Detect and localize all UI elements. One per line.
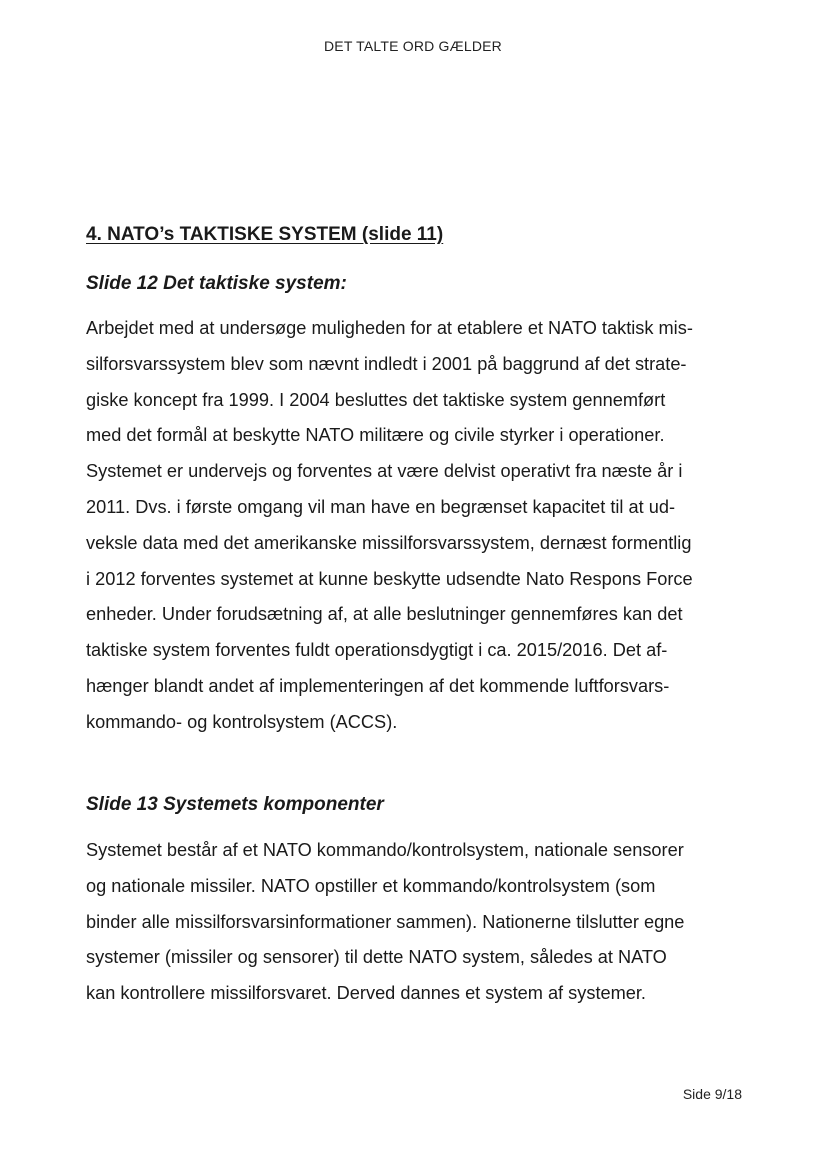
page-header: DET TALTE ORD GÆLDER	[324, 38, 502, 54]
paragraph-line: kan kontrollere missilforsvaret. Derved dannes et system af systemer.	[86, 983, 646, 1004]
slide-13-paragraph	[86, 833, 746, 1012]
paragraph-line: Systemet er undervejs og forventes at være delvist operativt fra næste år i	[86, 461, 683, 482]
paragraph-line: 2011. Dvs. i første omgang vil man have en begrænset kapacitet til at ud-	[86, 496, 676, 517]
section-heading: 4. NATO’s TAKTISKE SYSTEM (slide 11)	[86, 224, 444, 245]
paragraph-line: Systemet består af et NATO kommando/kontrolsystem, nationale sensorer	[86, 840, 684, 860]
paragraph-line: kommando- og kontrolsystem (ACCS).	[86, 711, 398, 732]
slide-13-heading: Slide 13 Systemets komponenter	[86, 794, 384, 815]
slide-12-paragraph	[86, 311, 746, 741]
paragraph-line: enheder. Under forudsætning af, at alle beslutninger gennemføres kan det	[86, 604, 683, 625]
paragraph-line: systemer (missiler og sensorer) til dette NATO system, således at NATO	[86, 947, 667, 968]
paragraph-line: og nationale missiler. NATO opstiller et kommando/kontrolsystem (som	[86, 875, 656, 896]
paragraph-line: veksle data med det amerikanske missilforsvarssystem, dernæst formentlig	[86, 532, 692, 553]
paragraph-line: i 2012 forventes systemet at kunne beskytte udsendte Nato Respons Force	[86, 568, 693, 589]
paragraph-line: silforsvarssystem blev som nævnt indledt i 2001 på baggrund af det strate-	[86, 353, 687, 374]
paragraph-line: Arbejdet med at undersøge muligheden for at etablere et NATO taktisk mis-	[86, 318, 693, 338]
paragraph-line: taktiske system forventes fuldt operationsdygtigt i ca. 2015/2016. Det af-	[86, 640, 668, 661]
slide-12-heading: Slide 12 Det taktiske system:	[86, 273, 347, 294]
paragraph-line: giske koncept fra 1999. I 2004 besluttes det taktiske system gennemført	[86, 389, 666, 410]
paragraph-line: binder alle missilforsvarsinformationer sammen). Nationerne tilslutter egne	[86, 911, 685, 932]
paragraph-line: med det formål at beskytte NATO militære og civile styrker i operationer.	[86, 425, 665, 446]
page-number: Side 9/18	[682, 1086, 742, 1102]
paragraph-line: hænger blandt andet af implementeringen af det kommende luftforsvars-	[86, 675, 670, 696]
